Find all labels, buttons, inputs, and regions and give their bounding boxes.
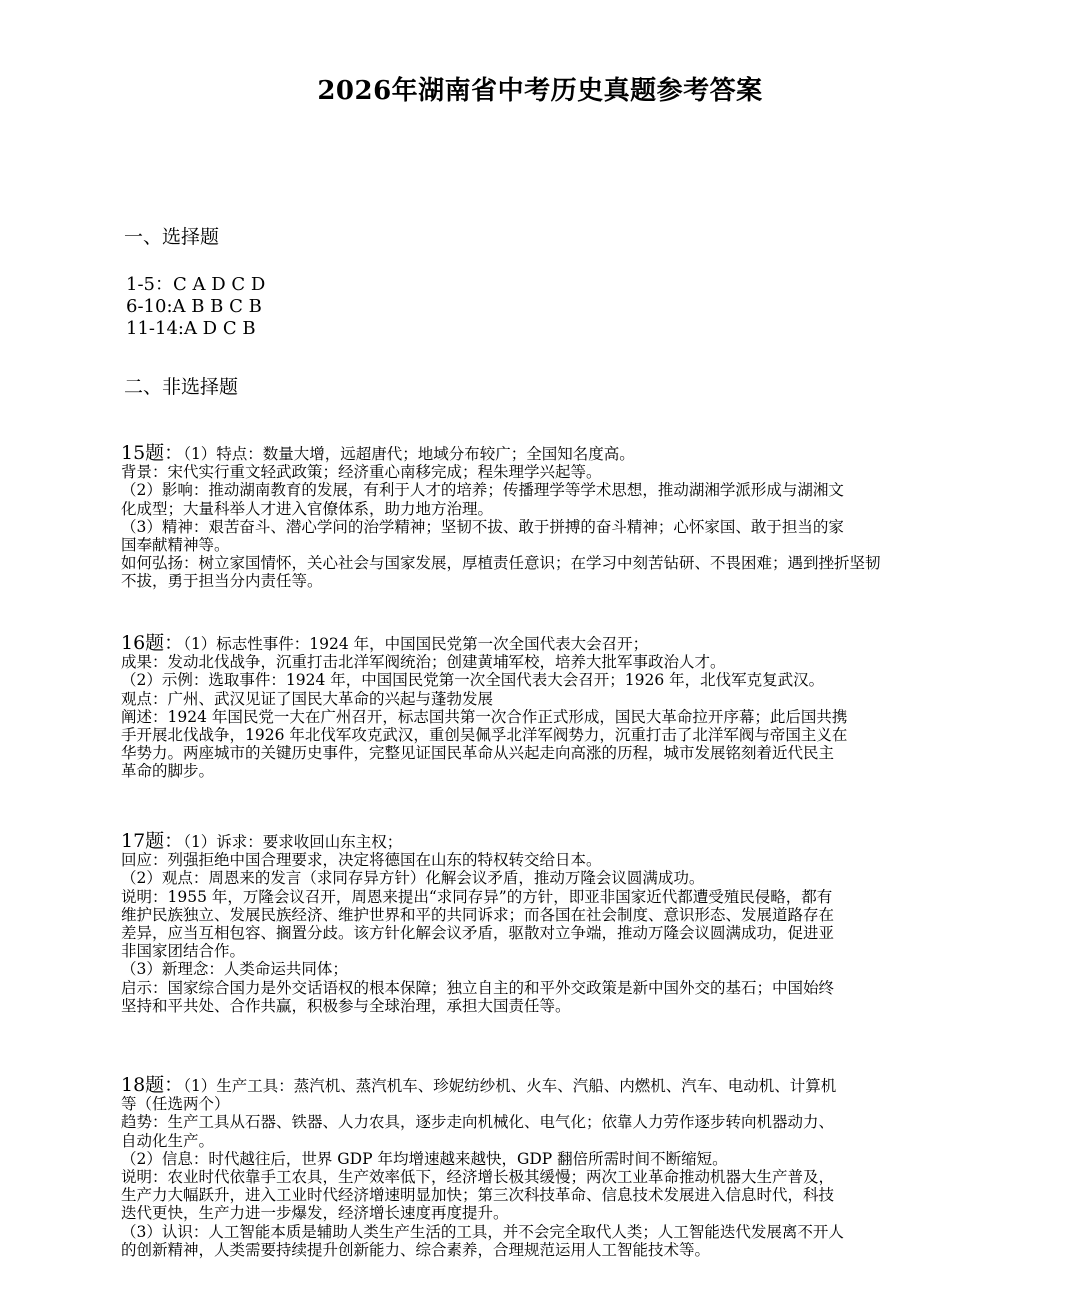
answer-line: 革命的脚步。 — [121, 762, 215, 781]
answer-line: 非国家团结合作。 — [121, 942, 246, 961]
choice-answer-line: 6-10:A B B C B — [126, 296, 262, 317]
answer-line: 迭代更快，生产力进一步爆发，经济增长速度再度提升。 — [121, 1204, 509, 1223]
answer-text: （1）标志性事件：1924 年，中国国民党第一次全国代表大会召开； — [183, 635, 649, 653]
answer-line: 的创新精神，人类需要持续提升创新能力、综合素养，合理规范运用人工智能技术等。 — [121, 1240, 711, 1259]
answer-line: 阐述：1924 年国民党一大在广州召开，标志国共第一次合作正式形成，国民大革命拉开序幕；此后国共携 — [121, 707, 848, 726]
answer-line: 维护民族独立、发展民族经济、维护世界和平的共同诉求；而各国在社会制度、意识形态、发展道路存在 — [121, 905, 835, 924]
answer-line: 手开展北伐战争，1926 年北伐军攻克武汉，重创吴佩孚北洋军阀势力，沉重打击了北洋军阀与帝国主义在 — [121, 726, 848, 745]
section-heading-nonchoice: 二、非选择题 — [124, 376, 239, 398]
question-16 — [121, 634, 1061, 781]
section-heading-choice: 一、选择题 — [124, 226, 220, 248]
answer-line: （2）信息：时代越往后，世界 GDP 年均增速越来越快，GDP 翻倍所需时间不断缩短。 — [121, 1149, 728, 1168]
answer-line — [121, 634, 1061, 653]
answer-text: （1）特点：数量大增，远超唐代；地域分布较广；全国知名度高。 — [183, 445, 635, 463]
answer-line: 成果：发动北伐战争，沉重打击北洋军阀统治；创建黄埔军校，培养大批军事政治人才。 — [121, 653, 726, 672]
answer-line — [121, 832, 1061, 851]
choice-answer-line: 11-14:A D C B — [126, 318, 256, 339]
answer-line: 自动化生产。 — [121, 1131, 215, 1150]
answer-line: 启示：国家综合国力是外交话语权的根本保障；独立自主的和平外交政策是新中国外交的基石；中国始终 — [121, 978, 835, 997]
answer-line — [121, 444, 1061, 463]
answer-text: （1）诉求：要求收回山东主权； — [183, 833, 403, 851]
page-title: 2026年湖南省中考历史真题参考答案 — [317, 76, 763, 106]
answer-line: 坚持和平共处、合作共赢，积极参与全球治理，承担大国责任等。 — [121, 996, 571, 1015]
answer-line: 生产力大幅跃升，进入工业时代经济增速明显加快；第三次科技革命、信息技术发展进入信息时代，科技 — [121, 1186, 835, 1205]
question-17 — [121, 832, 1061, 1015]
answer-line: 不拔，勇于担当分内责任等。 — [121, 572, 323, 591]
answer-line: 说明：农业时代依靠手工农具，生产效率低下，经济增长极其缓慢；两次工业革命推动机器大生产普及， — [121, 1168, 835, 1187]
answer-line: （3）新理念：人类命运共同体； — [121, 960, 348, 979]
question-18 — [121, 1076, 1061, 1259]
answer-line: （2）影响：推动湖南教育的发展，有利于人才的培养；传播理学等学术思想，推动湖湘学派形成与湖湘文 — [121, 481, 844, 500]
answer-line: （2）观点：周恩来的发言（求同存异方针）化解会议矛盾，推动万隆会议圆满成功。 — [121, 869, 705, 888]
answer-line: 如何弘扬：树立家国情怀，关心社会与国家发展，厚植责任意识；在学习中刻苦钻研、不畏困难；遇到挫折坚韧 — [121, 554, 881, 573]
choice-answers — [126, 274, 265, 340]
answer-line: 华势力。两座城市的关键历史事件，完整见证国民革命从兴起走向高涨的历程，城市发展铭刻着近代民主 — [121, 744, 835, 763]
answer-text: （1）生产工具：蒸汽机、蒸汽机车、珍妮纺纱机、火车、汽船、内燃机、汽车、电动机、计算机 — [183, 1077, 837, 1095]
answer-line: （2）示例：选取事件：1924 年，中国国民党第一次全国代表大会召开；1926 年，北伐军克复武汉。 — [121, 671, 825, 690]
question-number: 17题： — [121, 830, 184, 852]
answer-line — [121, 1076, 1061, 1095]
question-number: 18题： — [121, 1074, 184, 1096]
answer-line: 背景：宋代实行重文轻武政策；经济重心南移完成；程朱理学兴起等。 — [121, 463, 602, 482]
answer-line: 说明：1955 年，万隆会议召开，周恩来提出“求同存异”的方针，即亚非国家近代都遭受殖民侵略，都有 — [121, 887, 833, 906]
answer-line: 观点：广州、武汉见证了国民大革命的兴起与蓬勃发展 — [121, 689, 494, 708]
answer-line: （3）认识：人工智能本质是辅助人类生产生活的工具，并不会完全取代人类；人工智能迭代发展离不开人 — [121, 1222, 844, 1241]
answer-line: 回应：列强拒绝中国合理要求，决定将德国在山东的特权转交给日本。 — [121, 851, 602, 870]
answer-line: （3）精神：艰苦奋斗、潜心学问的治学精神；坚韧不拔、敢于拼搏的奋斗精神；心怀家国、敢于担当的家 — [121, 517, 844, 536]
question-number: 15题： — [121, 442, 184, 464]
answer-line: 差异，应当互相包容、搁置分歧。该方针化解会议矛盾，驱散对立争端，推动万隆会议圆满成功，促进亚 — [121, 924, 835, 943]
answer-line: 趋势：生产工具从石器、铁器、人力农具，逐步走向机械化、电气化；依靠人力劳作逐步转向机器动力、 — [121, 1113, 835, 1132]
question-number: 16题： — [121, 632, 184, 654]
choice-answer-line: 1-5：C A D C D — [126, 274, 266, 295]
question-15 — [121, 444, 1061, 591]
answer-line: 等（任选两个） — [121, 1095, 230, 1114]
answer-line: 化成型；大量科举人才进入官僚体系，助力地方治理。 — [121, 499, 494, 518]
answer-line: 国奉献精神等。 — [121, 536, 230, 555]
